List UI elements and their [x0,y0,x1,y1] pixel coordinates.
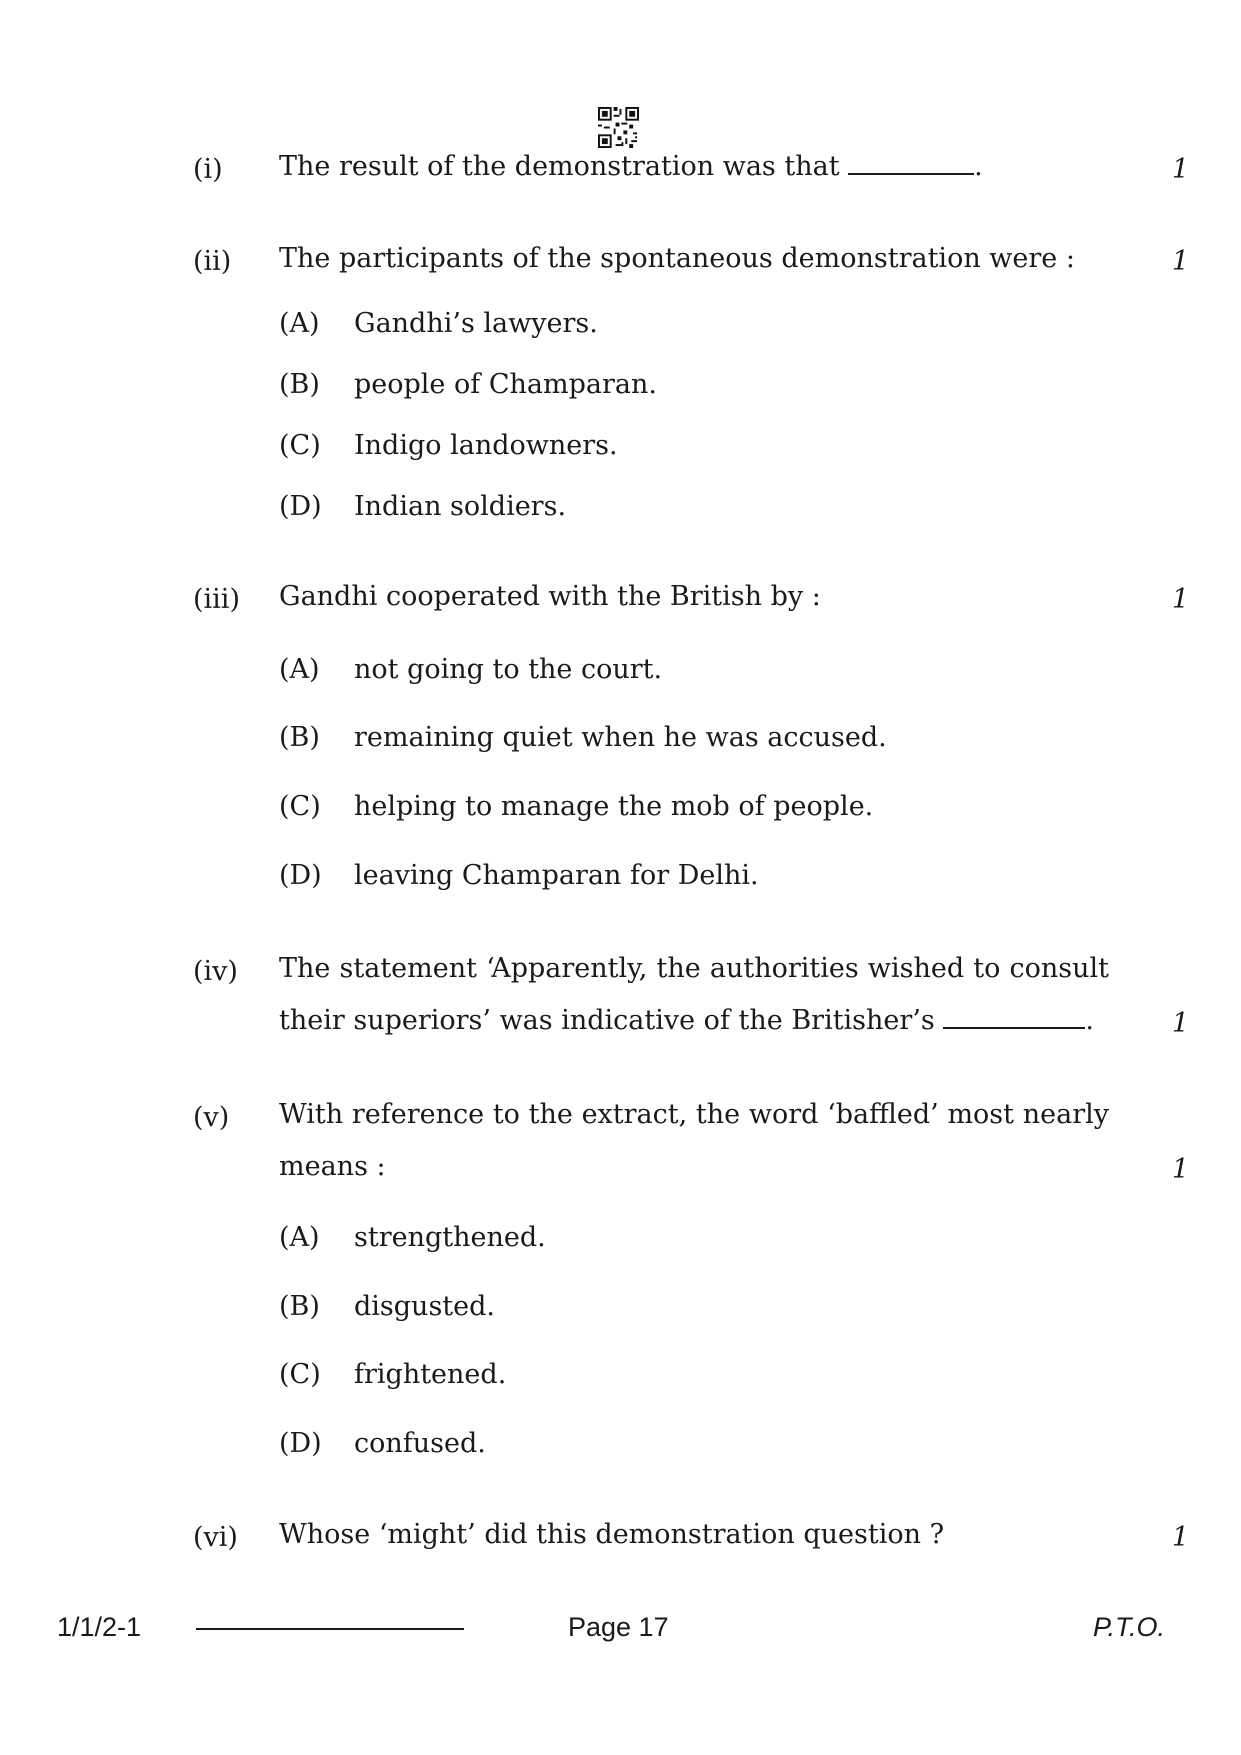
option-label: (D) [279,860,322,891]
question-marks: 1 [1171,154,1189,185]
option-label: (D) [279,1428,322,1459]
question-text: Whose ‘might’ did this demonstration question ? [279,1519,945,1550]
question-text-part: . [1085,1005,1094,1036]
question-number: (vi) [193,1522,238,1553]
question-text-part: their superiors’ was indicative of the Britisher’s [279,1005,944,1036]
option-text: Gandhi’s lawyers. [354,308,598,339]
question-text-line: The statement ‘Apparently, the authorities wished to consult [279,953,1109,984]
option-label: (A) [279,654,320,685]
option-text: Indian soldiers. [354,491,567,522]
question-text-part: The result of the demonstration was that [279,151,849,182]
question-text: Gandhi cooperated with the British by : [279,581,821,612]
option-label: (D) [279,491,322,522]
option-label: (C) [279,791,321,822]
option-text: leaving Champaran for Delhi. [354,860,759,891]
question-number: (v) [193,1102,230,1133]
question-text [279,141,1109,193]
option-label: (A) [279,1222,320,1253]
option-label: (B) [279,1291,320,1322]
question-marks: 1 [1171,584,1189,615]
paper-code: 1/1/2-1 [57,1612,142,1642]
option-text: helping to manage the mob of people. [354,791,874,822]
option-text: remaining quiet when he was accused. [354,722,887,753]
question-marks: 1 [1171,1522,1189,1553]
option-label: (B) [279,722,320,753]
question-text-part: . [974,151,983,182]
answer-blank [848,153,974,175]
option-text: disgusted. [354,1291,495,1322]
question-marks: 1 [1171,246,1189,277]
option-text: confused. [354,1428,486,1459]
option-label: (A) [279,308,320,339]
question-number: (iii) [193,584,240,615]
question-text-line: means : [279,1151,386,1182]
question-number: (iv) [193,956,238,987]
option-label: (C) [279,430,321,461]
answer-blank [943,1007,1085,1029]
footer-divider [196,1628,464,1630]
question-text: The participants of the spontaneous demonstration were : [279,243,1075,274]
option-text: people of Champaran. [354,369,657,400]
question-number: (i) [193,154,223,185]
question-text-line: With reference to the extract, the word ‘baffled’ most nearly [279,1099,1109,1130]
question-marks: 1 [1171,1154,1189,1185]
option-text: not going to the court. [354,654,663,685]
option-text: frightened. [354,1359,507,1390]
question-number: (ii) [193,246,232,277]
pto-label: P.T.O. [1092,1612,1165,1642]
question-text-line [279,995,1109,1047]
question-marks: 1 [1171,1008,1189,1039]
option-label: (B) [279,369,320,400]
option-text: Indigo landowners. [354,430,618,461]
page-number: Page 17 [568,1612,669,1642]
option-text: strengthened. [354,1222,546,1253]
option-label: (C) [279,1359,321,1390]
